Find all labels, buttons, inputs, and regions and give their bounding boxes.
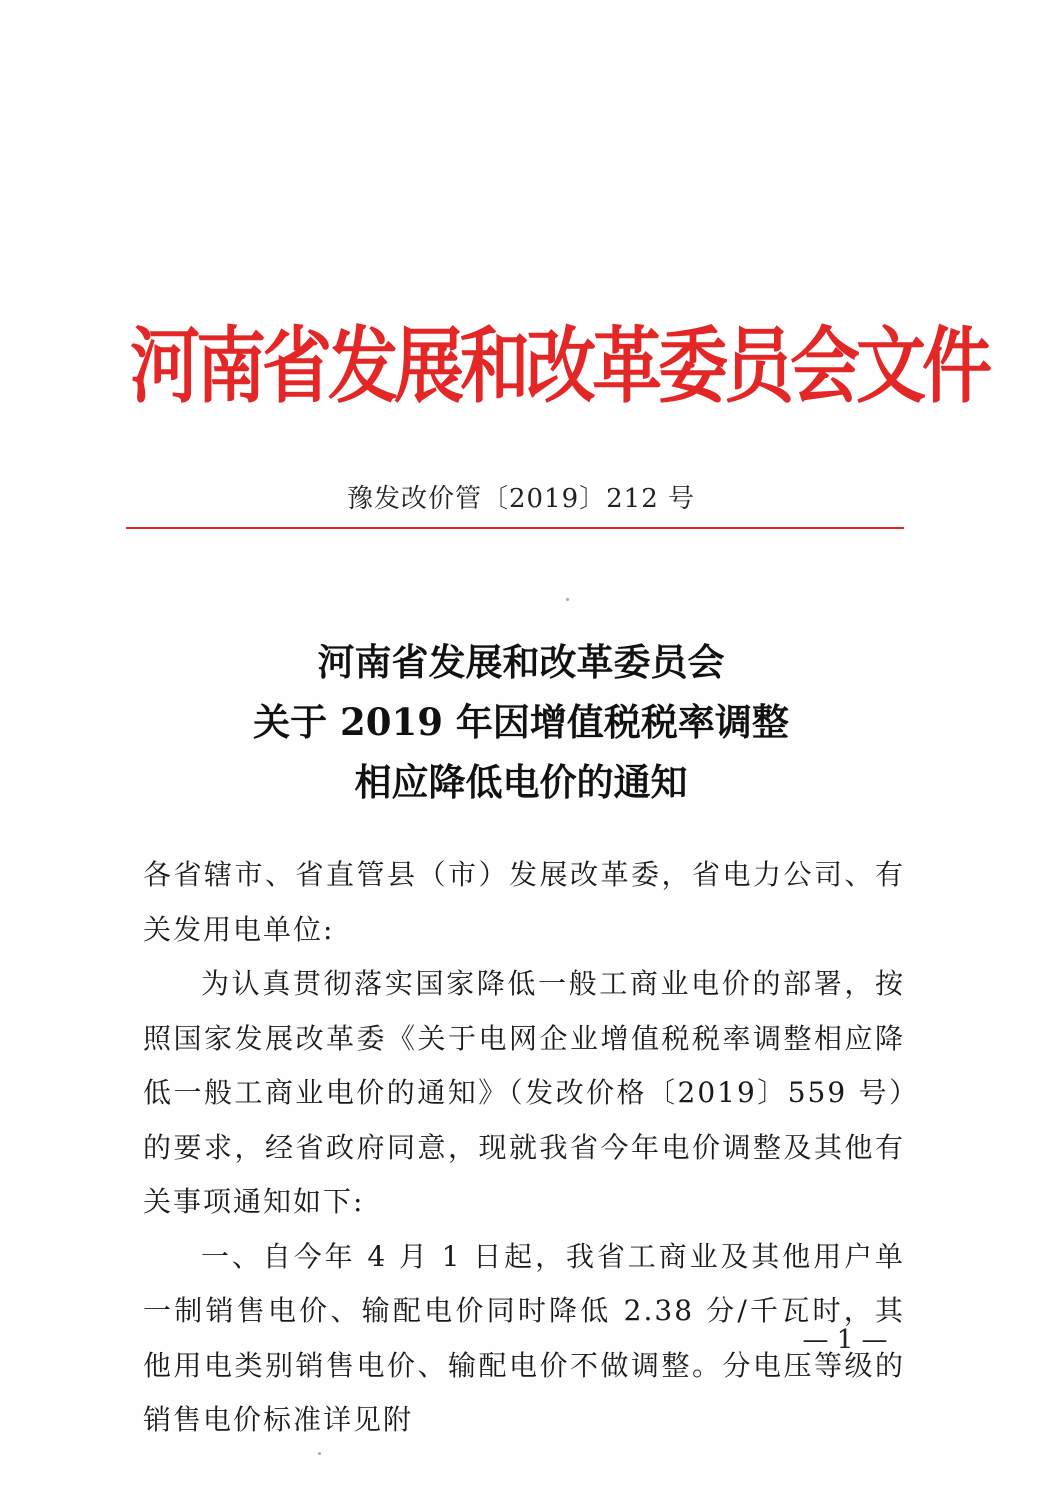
scan-speck	[566, 598, 569, 601]
scan-speck	[318, 1452, 321, 1455]
document-number: 豫发改价管〔2019〕212 号	[346, 484, 696, 514]
notice-body	[143, 848, 905, 1448]
body-paragraph-1: 为认真贯彻落实国家降低一般工商业电价的部署，按照国家发展改革委《关于电网企业增值税税率调整相应降低一般工商业电价的通知》（发改价格〔2019〕559 号）的要求，经省政府同意，现就我省今年电价调整及其他有关事项通知如下:	[143, 967, 905, 1218]
notice-title-line-2: 关于 2019 年因增值税税率调整	[253, 700, 789, 744]
recipients-paragraph: 各省辖市、省直管县（市）发展改革委，省电力公司、有关发用电单位:	[143, 858, 905, 946]
page-number: — 1 —	[802, 1325, 888, 1355]
notice-title	[0, 632, 1042, 812]
red-divider-line	[126, 527, 904, 529]
notice-title-line-3: 相应降低电价的通知	[354, 760, 688, 804]
notice-title-line-1: 河南省发展和改革委员会	[317, 640, 725, 684]
agency-header-title: 河南省发展和改革委员会文件	[130, 316, 988, 415]
body-paragraph-2: 一、自今年 4 月 1 日起，我省工商业及其他用户单一制销售电价、输配电价同时降低 2.38 分/千瓦时，其他用电类别销售电价、输配电价不做调整。分电压等级的销售电价标准详见附	[143, 1239, 905, 1436]
